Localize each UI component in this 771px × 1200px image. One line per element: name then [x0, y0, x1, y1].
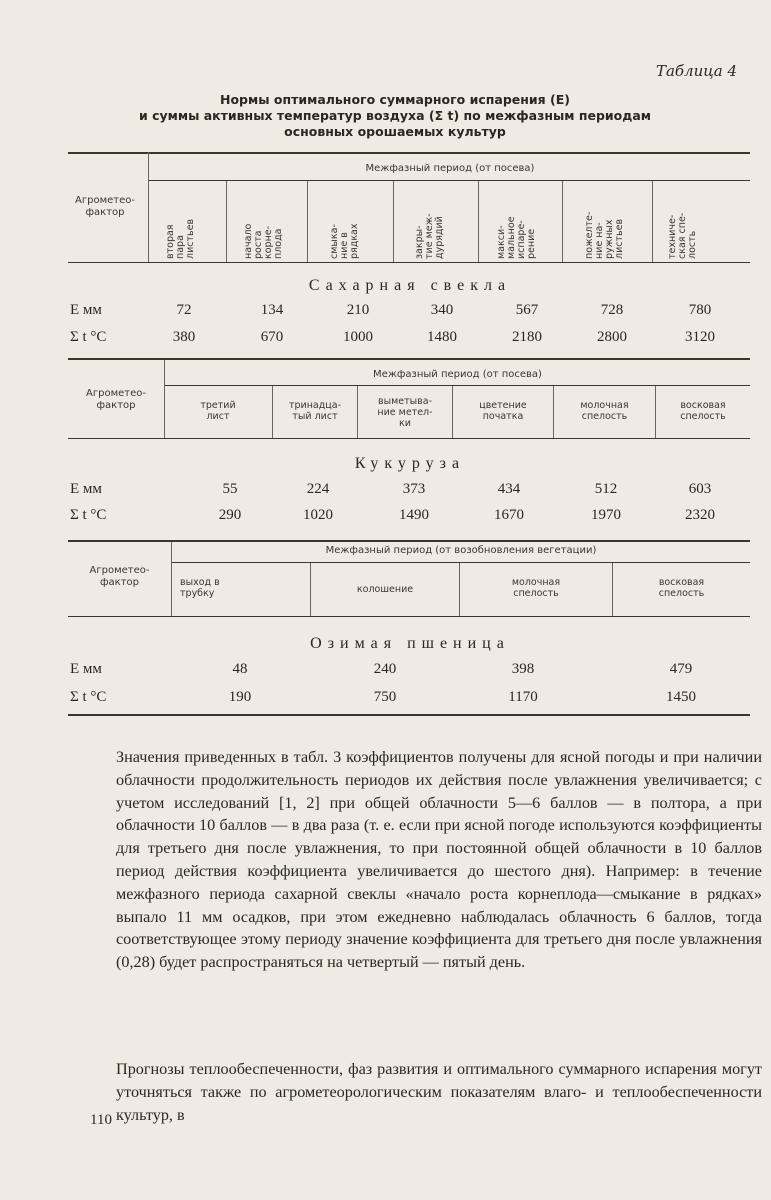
value-cell: 1970	[591, 507, 621, 523]
phase-header: смыка- ние в рядках	[329, 223, 360, 259]
agro-label-2	[68, 388, 164, 412]
value-cell: 434	[497, 481, 521, 497]
value-cell: 72	[176, 302, 192, 318]
crop-title-winter-wheat: Озимая пшеница	[310, 635, 510, 652]
value-cell: 479	[669, 661, 693, 677]
body-text-2	[116, 1058, 762, 1126]
table-divider	[652, 181, 653, 262]
table-title-line-3: основных орошаемых культур	[284, 124, 506, 139]
phase-header: восковая спелость	[658, 577, 705, 599]
section-rule-2	[68, 358, 750, 360]
value-cell: 380	[172, 329, 196, 345]
value-cell: 728	[600, 302, 624, 318]
phase-header: начало роста корне- плода	[243, 223, 284, 259]
agro-label-line: Агрометео-	[89, 565, 150, 576]
table-divider	[171, 542, 172, 616]
agro-label-line: Агрометео-	[86, 388, 146, 399]
table-title-line-2: и суммы активных температур воздуха (Σ t) по межфазным периодам	[138, 108, 652, 123]
value-cell: 190	[228, 689, 252, 705]
value-cell: 48	[232, 661, 248, 677]
table-divider	[562, 181, 563, 262]
agro-label-line: фактор	[99, 577, 139, 588]
phase-header: тринадца- тый лист	[288, 400, 342, 422]
phase-header: восковая спелость	[680, 400, 726, 422]
body-text	[116, 746, 762, 974]
row-label-e: E мм	[70, 481, 102, 497]
value-cell: 1450	[666, 689, 696, 705]
page-number: 110	[90, 1112, 112, 1128]
agro-label-line: фактор	[96, 400, 136, 411]
crop-title-maize: Кукуруза	[354, 455, 466, 472]
value-cell: 1670	[494, 507, 524, 523]
agro-label-line: фактор	[85, 207, 125, 218]
row-label-st: Σ t °C	[70, 507, 107, 523]
paragraph: Прогнозы теплообеспеченности, фаз развития и оптимального суммарного испарения могут уточняться также по агрометеорологическим показателям влаго- и теплообеспеченности культур, в	[116, 1060, 762, 1124]
crop-title-sugar-beet: Сахарная свекла	[308, 277, 512, 294]
phase-header: вторая пара листьев	[165, 218, 196, 259]
value-cell: 134	[260, 302, 284, 318]
table-title-line-1: Нормы оптимального суммарного испарения (E)	[220, 92, 570, 107]
value-cell: 567	[515, 302, 539, 318]
phase-header: пожелте- ние на- ружных листьев	[584, 211, 625, 259]
value-cell: 1480	[427, 329, 457, 345]
phase-header: третий лист	[200, 400, 236, 422]
table-label: Таблица 4	[655, 62, 737, 80]
value-cell: 1000	[343, 329, 373, 345]
value-cell: 1490	[399, 507, 429, 523]
value-cell: 603	[688, 481, 712, 497]
value-cell: 2800	[597, 329, 627, 345]
value-cell: 210	[346, 302, 370, 318]
phase-header: закры- тие меж- дурядий	[414, 213, 445, 259]
phase-header: колошение	[356, 584, 414, 595]
phase-header: выход в трубку	[180, 577, 220, 599]
row-label-st: Σ t °C	[70, 329, 107, 345]
value-cell: 1170	[508, 689, 538, 705]
period-header-rule-1	[148, 180, 750, 181]
period-header-3: Межфазный период (от возобновления вегетации)	[325, 545, 597, 556]
period-header-rule-2	[164, 385, 750, 386]
table-divider	[478, 181, 479, 262]
value-cell: 373	[402, 481, 426, 497]
value-cell: 2320	[685, 507, 715, 523]
phase-header: макси- мальное испаре- рение	[496, 216, 537, 259]
value-cell: 290	[218, 507, 242, 523]
header-bottom-rule-2	[68, 438, 750, 439]
header-bottom-rule-1	[68, 262, 750, 263]
agro-label-line: Агрометео-	[75, 195, 135, 206]
header-bottom-rule-3	[68, 616, 750, 617]
table-divider	[307, 181, 308, 262]
phase-header: выметыва- ние метел- ки	[377, 396, 433, 429]
table-divider	[148, 152, 149, 262]
value-cell: 670	[260, 329, 284, 345]
value-cell: 340	[430, 302, 454, 318]
row-label-st: Σ t °C	[70, 689, 107, 705]
phase-header: цветение початка	[479, 400, 527, 422]
table-bottom-rule	[68, 714, 750, 716]
value-cell: 240	[373, 661, 397, 677]
period-header-1: Межфазный период (от посева)	[365, 163, 535, 174]
agro-label-3	[68, 565, 171, 589]
table-divider	[164, 360, 165, 438]
value-cell: 1020	[303, 507, 333, 523]
table-divider	[393, 181, 394, 262]
value-cell: 780	[688, 302, 712, 318]
value-cell: 224	[306, 481, 330, 497]
phase-header: молочная спелость	[511, 577, 561, 599]
paragraph: Значения приведенных в табл. 3 коэффициентов получены для ясной погоды и при наличии облачности продолжительность периодов их действия после увлажнения увеличивается; с учетом исследований [1, 2] при общей облачности 5—6 баллов — в полтора, а при облачности 10 баллов — в два раза (т. е. если при ясной погоде используются коэффициенты для третьего дня после увлажнения, то при постоянной общей облачности в 10 баллов период действия коэффициента увеличивается до шестого дня). Например: в течение межфазного периода сахарной свеклы «начало роста корнеплода—смыкание в рядках» выпало 11 мм осадков, при этом ежедневно наблюдалась облачность 6 баллов, тогда соответствующее этому периоду значение коэффициента для третьего дня после увлажнения (0,28) будет распространяться на четвертый — пятый день.	[116, 748, 762, 972]
table-top-rule	[68, 152, 750, 154]
value-cell: 55	[222, 481, 238, 497]
value-cell: 398	[511, 661, 535, 677]
agro-label-1	[62, 195, 148, 219]
value-cell: 3120	[685, 329, 715, 345]
value-cell: 2180	[512, 329, 542, 345]
row-label-e: E мм	[70, 661, 102, 677]
phase-header: техниче- ская спе- лость	[667, 212, 698, 259]
period-header-2: Межфазный период (от посева)	[373, 369, 542, 380]
table-divider	[226, 181, 227, 262]
value-cell: 512	[594, 481, 618, 497]
period-header-rule-3	[171, 562, 750, 563]
row-label-e: E мм	[70, 302, 102, 318]
table-title	[90, 92, 700, 140]
value-cell: 750	[373, 689, 397, 705]
phase-header: молочная спелость	[580, 400, 629, 422]
